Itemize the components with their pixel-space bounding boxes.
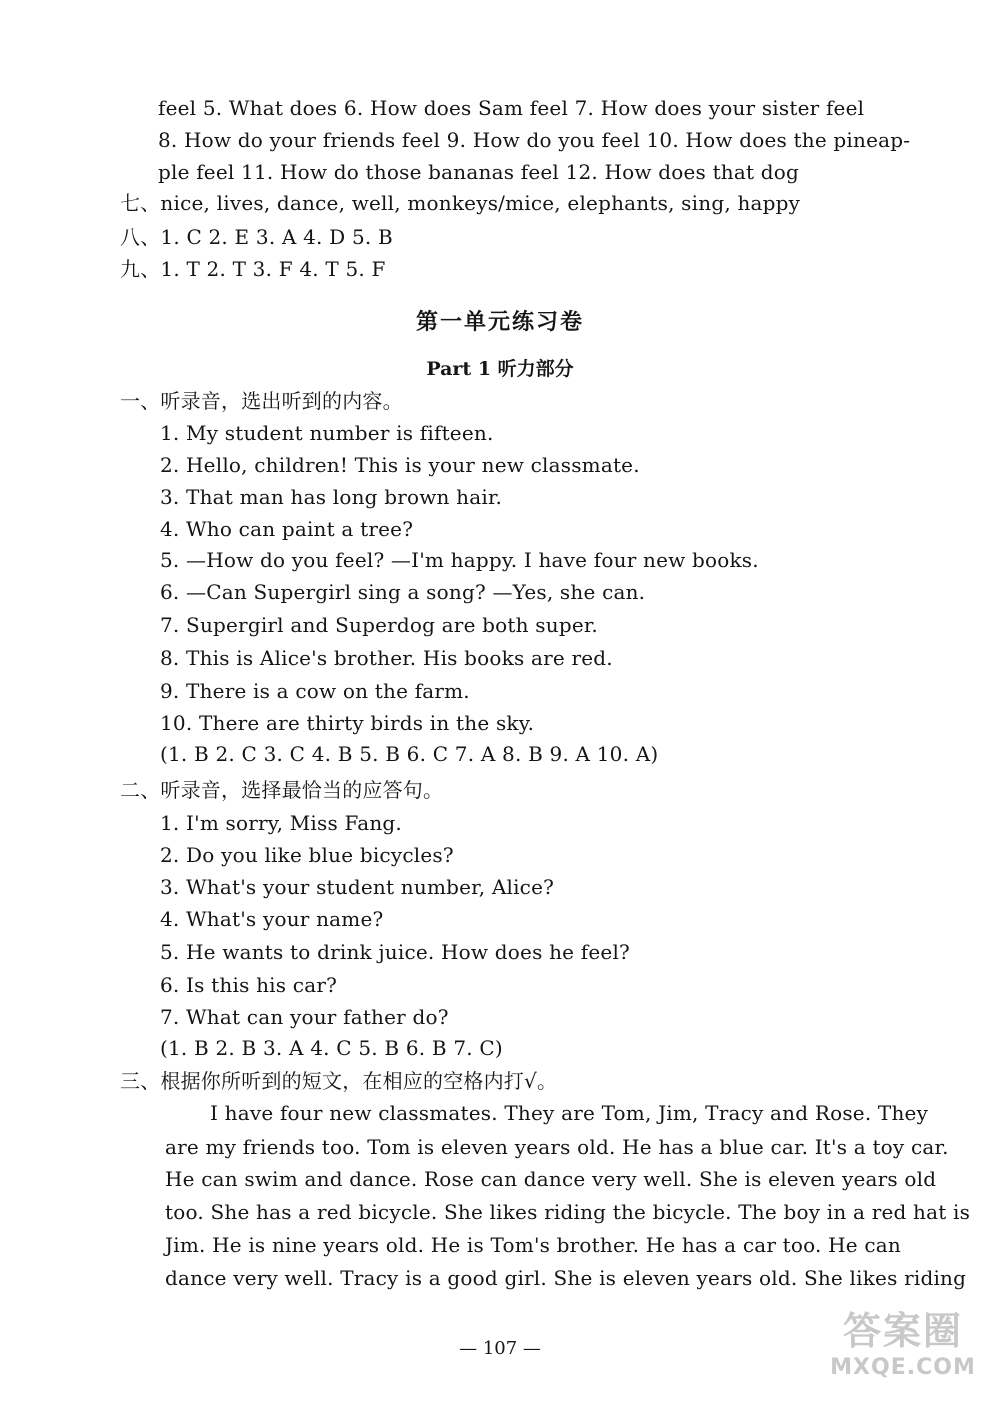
list-item: 4. What's your name?	[160, 907, 384, 931]
list-item: 3. That man has long brown hair.	[160, 485, 503, 509]
answer-line: feel 5. What does 6. How does Sam feel 7. How does your sister feel	[158, 96, 865, 120]
list-item: 2. Hello, children! This is your new classmate.	[160, 453, 640, 477]
answer-key: (1. B 2. C 3. C 4. B 5. B 6. C 7. A 8. B 9. A 10. A)	[160, 742, 659, 766]
list-item: 1. I'm sorry, Miss Fang.	[160, 811, 402, 835]
page-number: — 107 —	[459, 1338, 541, 1359]
list-item: 10. There are thirty birds in the sky.	[160, 711, 535, 735]
paragraph-line: He can swim and dance. Rose can dance very well. She is eleven years old	[165, 1167, 937, 1191]
list-item: 9. There is a cow on the farm.	[160, 679, 470, 703]
list-item: 8. This is Alice's brother. His books are red.	[160, 646, 613, 670]
list-item: 4. Who can paint a tree?	[160, 517, 414, 541]
list-item: 7. What can your father do?	[160, 1005, 449, 1029]
watermark-text: 答案圈	[842, 1309, 963, 1353]
answer-key: (1. B 2. B 3. A 4. C 5. B 6. B 7. C)	[160, 1036, 503, 1060]
list-item: 6. Is this his car?	[160, 973, 338, 997]
answer-line: 七、nice, lives, dance, well, monkeys/mice, elephants, sing, happy	[120, 191, 801, 215]
answer-line: 九、1. T 2. T 3. F 4. T 5. F	[120, 257, 386, 281]
watermark-logo	[818, 1307, 988, 1399]
list-item: 1. My student number is fifteen.	[160, 421, 494, 445]
section-heading: 一、听录音，选出听到的内容。	[120, 389, 403, 413]
paragraph-line: are my friends too. Tom is eleven years old. He has a blue car. It's a toy car.	[165, 1135, 949, 1159]
list-item: 3. What's your student number, Alice?	[160, 875, 555, 899]
answer-line: 八、1. C 2. E 3. A 4. D 5. B	[120, 225, 393, 249]
paragraph-line: I have four new classmates. They are Tom, Jim, Tracy and Rose. They	[210, 1101, 929, 1125]
paragraph-line: Jim. He is nine years old. He is Tom's brother. He has a car too. He can	[165, 1233, 902, 1257]
answer-line: 8. How do your friends feel 9. How do you feel 10. How does the pineap-	[158, 128, 911, 152]
list-item: 7. Supergirl and Superdog are both super.	[160, 613, 598, 637]
list-item: 6. —Can Supergirl sing a song? —Yes, she can.	[160, 580, 646, 604]
list-item: 5. —How do you feel? —I'm happy. I have four new books.	[160, 548, 759, 572]
watermark-url: MXQE.COM	[830, 1355, 976, 1380]
unit-title: 第一单元练习卷	[415, 309, 584, 335]
paragraph-line: too. She has a red bicycle. She likes riding the bicycle. The boy in a red hat is	[165, 1200, 971, 1224]
section-heading: 二、听录音，选择最恰当的应答句。	[120, 778, 444, 802]
part-title: Part 1 听力部分	[426, 358, 574, 380]
section-heading: 三、根据你所听到的短文，在相应的空格内打√。	[120, 1069, 558, 1093]
paragraph-line: dance very well. Tracy is a good girl. She is eleven years old. She likes riding	[165, 1266, 967, 1290]
list-item: 5. He wants to drink juice. How does he feel?	[160, 940, 630, 964]
list-item: 2. Do you like blue bicycles?	[160, 843, 454, 867]
answer-line: ple feel 11. How do those bananas feel 12. How does that dog	[158, 160, 800, 184]
